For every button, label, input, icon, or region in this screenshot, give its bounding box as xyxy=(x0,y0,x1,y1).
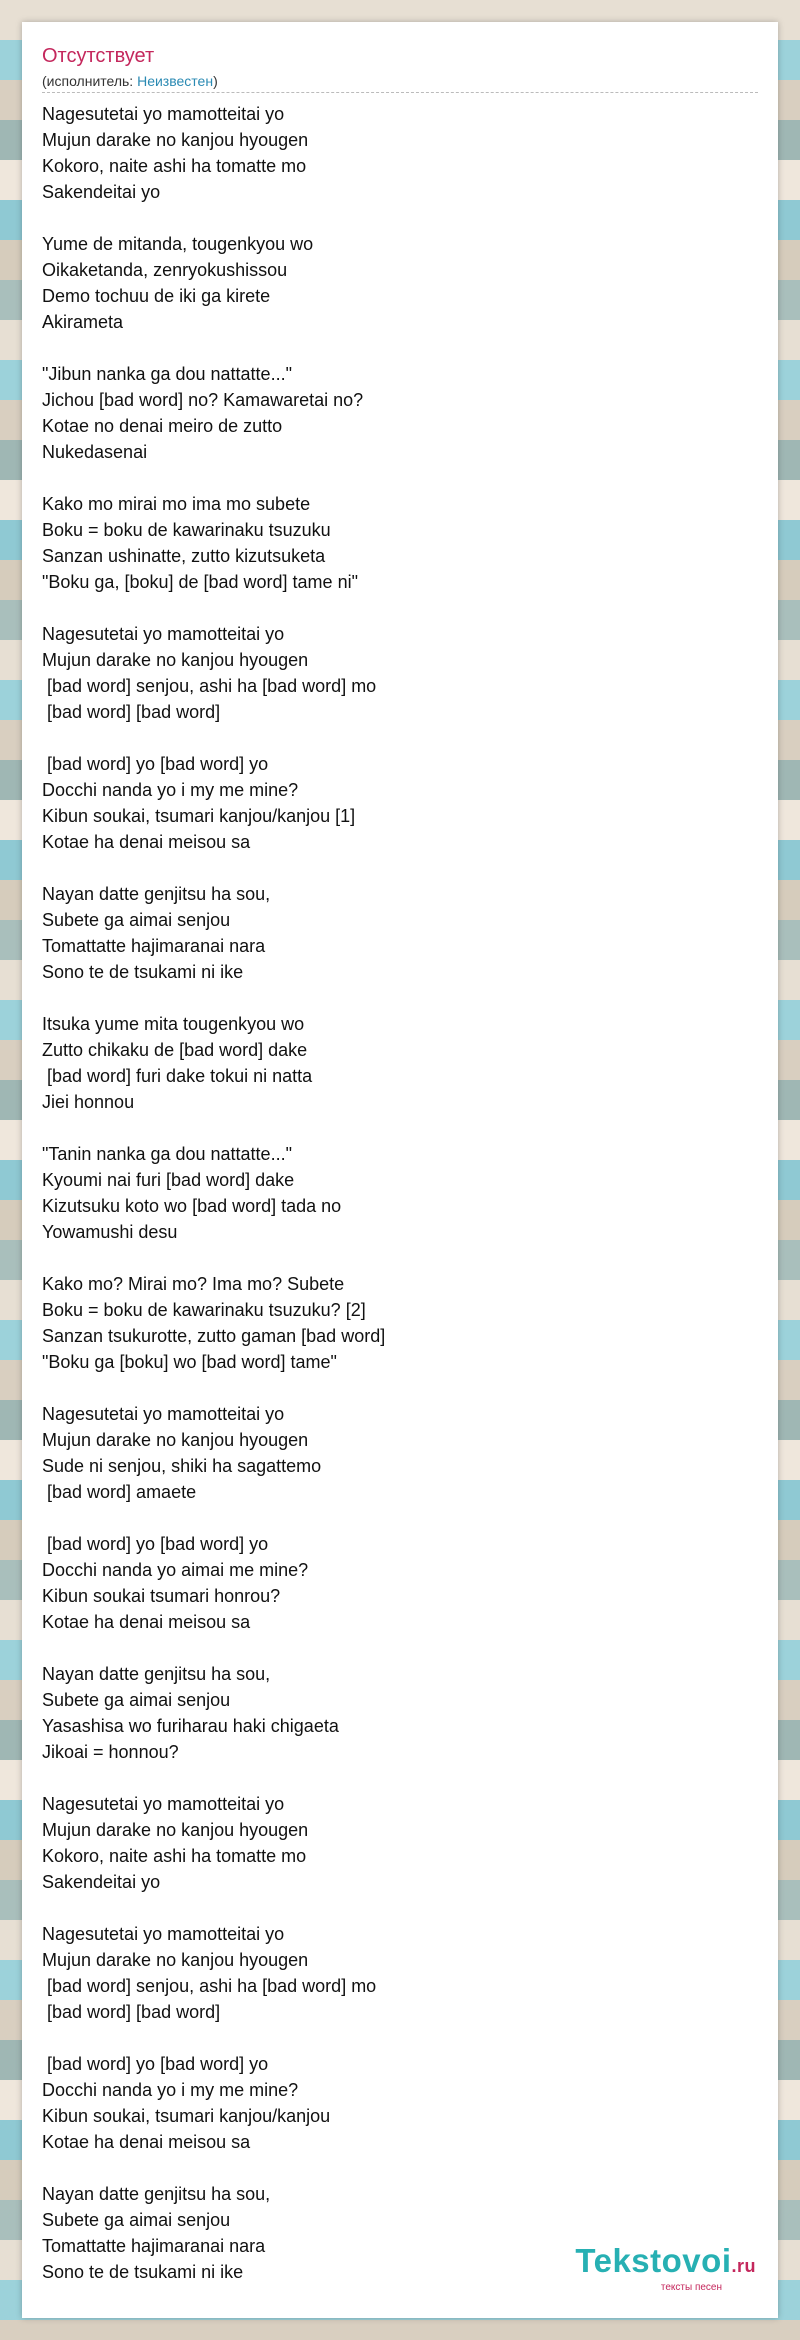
lyrics-line: [bad word] senjou, ashi ha [bad word] mo xyxy=(42,676,377,696)
lyrics-text xyxy=(42,101,758,2311)
lyrics-line: Subete ga aimai senjou xyxy=(42,2210,231,2230)
lyrics-line: [bad word] senjou, ashi ha [bad word] mo xyxy=(42,1976,377,1996)
lyrics-line: Sono te de tsukami ni ike xyxy=(42,962,244,982)
lyrics-line: Demo tochuu de iki ga kirete xyxy=(42,286,271,306)
lyrics-stanza xyxy=(42,1661,758,1765)
lyrics-line: Kako mo mirai mo ima mo subete xyxy=(42,494,311,514)
lyrics-line: "Boku ga [boku] wo [bad word] tame" xyxy=(42,1352,337,1372)
lyrics-line: Kyoumi nai furi [bad word] dake xyxy=(42,1170,295,1190)
lyrics-line: Sakendeitai yo xyxy=(42,1872,161,1892)
lyrics-line: Mujun darake no kanjou hyougen xyxy=(42,1950,309,1970)
lyrics-line: Boku = boku de kawarinaku tsuzuku xyxy=(42,520,331,540)
lyrics-line: Kizutsuku koto wo [bad word] tada no xyxy=(42,1196,342,1216)
song-title: Отсутствует xyxy=(42,45,155,67)
lyrics-line: Kokoro, naite ashi ha tomatte mo xyxy=(42,1846,307,1866)
lyrics-line: Kibun soukai, tsumari kanjou/kanjou [1] xyxy=(42,806,356,826)
lyrics-stanza xyxy=(42,1011,758,1115)
lyrics-stanza xyxy=(42,361,758,465)
lyrics-line: Sude ni senjou, shiki ha sagattemo xyxy=(42,1456,322,1476)
lyrics-stanza xyxy=(42,1791,758,1895)
lyrics-line: Jiei honnou xyxy=(42,1092,135,1112)
lyrics-line: Jikoai = honnou? xyxy=(42,1742,179,1762)
lyrics-line: Tomattatte hajimaranai nara xyxy=(42,936,266,956)
lyrics-line: [bad word] yo [bad word] yo xyxy=(42,1534,269,1554)
artist-link[interactable]: Неизвестен xyxy=(137,73,214,89)
lyrics-line: [bad word] [bad word] xyxy=(42,2002,221,2022)
lyrics-stanza xyxy=(42,491,758,595)
lyrics-stanza xyxy=(42,1141,758,1245)
lyrics-stanza xyxy=(42,1531,758,1635)
lyrics-line: Subete ga aimai senjou xyxy=(42,1690,231,1710)
lyrics-line: Mujun darake no kanjou hyougen xyxy=(42,130,309,150)
lyrics-line: [bad word] yo [bad word] yo xyxy=(42,754,269,774)
lyrics-line: Sanzan ushinatte, zutto kizutsuketa xyxy=(42,546,326,566)
lyrics-line: Nagesutetai yo mamotteitai yo xyxy=(42,1924,285,1944)
lyrics-line: Nagesutetai yo mamotteitai yo xyxy=(42,1404,285,1424)
lyrics-line: [bad word] yo [bad word] yo xyxy=(42,2054,269,2074)
lyrics-line: Nukedasenai xyxy=(42,442,148,462)
lyrics-line: Nagesutetai yo mamotteitai yo xyxy=(42,1794,285,1814)
lyrics-line: Boku = boku de kawarinaku tsuzuku? [2] xyxy=(42,1300,366,1320)
lyrics-line: Kako mo? Mirai mo? Ima mo? Subete xyxy=(42,1274,345,1294)
lyrics-line: Docchi nanda yo i my me mine? xyxy=(42,780,299,800)
lyrics-line: [bad word] furi dake tokui ni natta xyxy=(42,1066,313,1086)
lyrics-stanza xyxy=(42,621,758,725)
lyrics-stanza xyxy=(42,2051,758,2155)
lyrics-line: Sakendeitai yo xyxy=(42,182,161,202)
lyrics-line: Mujun darake no kanjou hyougen xyxy=(42,1430,309,1450)
lyrics-line: Docchi nanda yo i my me mine? xyxy=(42,2080,299,2100)
lyrics-line: Kotae no denai meiro de zutto xyxy=(42,416,283,436)
lyrics-line: Nayan datte genjitsu ha sou, xyxy=(42,2184,271,2204)
lyrics-line: Sono te de tsukami ni ike xyxy=(42,2262,244,2282)
header-divider xyxy=(42,92,758,93)
lyrics-card xyxy=(22,22,778,2318)
lyrics-line: Akirameta xyxy=(42,312,124,332)
lyrics-line: [bad word] [bad word] xyxy=(42,702,221,722)
lyrics-line: Nayan datte genjitsu ha sou, xyxy=(42,884,271,904)
lyrics-line: Sanzan tsukurotte, zutto gaman [bad word] xyxy=(42,1326,386,1346)
lyrics-stanza xyxy=(42,751,758,855)
lyrics-stanza xyxy=(42,881,758,985)
lyrics-line: Itsuka yume mita tougenkyou wo xyxy=(42,1014,305,1034)
lyrics-line: Docchi nanda yo aimai me mine? xyxy=(42,1560,309,1580)
lyrics-line: Kibun soukai tsumari honrou? xyxy=(42,1586,281,1606)
lyrics-line: Yume de mitanda, tougenkyou wo xyxy=(42,234,314,254)
lyrics-stanza xyxy=(42,101,758,205)
lyrics-line: Yasashisa wo furiharau haki chigaeta xyxy=(42,1716,339,1736)
logo-tld: .ru xyxy=(731,2256,756,2276)
lyrics-line: Jichou [bad word] no? Kamawaretai no? xyxy=(42,390,364,410)
lyrics-line: Kibun soukai, tsumari kanjou/kanjou xyxy=(42,2106,331,2126)
artist-suffix: ) xyxy=(213,73,218,89)
lyrics-stanza xyxy=(42,231,758,335)
logo-name: Tekstovoi xyxy=(575,2242,732,2279)
logo-wordmark xyxy=(575,2243,756,2284)
lyrics-line: Tomattatte hajimaranai nara xyxy=(42,2236,266,2256)
lyrics-line: Subete ga aimai senjou xyxy=(42,910,231,930)
lyrics-stanza xyxy=(42,1271,758,1375)
lyrics-line: Zutto chikaku de [bad word] dake xyxy=(42,1040,308,1060)
lyrics-line: Oikaketanda, zenryokushissou xyxy=(42,260,288,280)
lyrics-line: "Tanin nanka ga dou nattatte..." xyxy=(42,1144,292,1164)
lyrics-line: "Boku ga, [boku] de [bad word] tame ni" xyxy=(42,572,358,592)
lyrics-line: Nayan datte genjitsu ha sou, xyxy=(42,1664,271,1684)
lyrics-line: Kotae ha denai meisou sa xyxy=(42,1612,251,1632)
lyrics-stanza xyxy=(42,1921,758,2025)
lyrics-line: [bad word] amaete xyxy=(42,1482,197,1502)
lyrics-line: Kotae ha denai meisou sa xyxy=(42,832,251,852)
artist-prefix: (исполнитель: xyxy=(42,73,138,89)
lyrics-line: Yowamushi desu xyxy=(42,1222,178,1242)
lyrics-line: Nagesutetai yo mamotteitai yo xyxy=(42,104,285,124)
lyrics-line: Mujun darake no kanjou hyougen xyxy=(42,650,309,670)
artist-line xyxy=(42,72,218,90)
lyrics-line: "Jibun nanka ga dou nattatte..." xyxy=(42,364,292,384)
logo-tagline: тексты песен xyxy=(660,2282,722,2293)
lyrics-line: Kotae ha denai meisou sa xyxy=(42,2132,251,2152)
lyrics-stanza xyxy=(42,1401,758,1505)
site-logo[interactable] xyxy=(575,2243,756,2294)
lyrics-line: Kokoro, naite ashi ha tomatte mo xyxy=(42,156,307,176)
lyrics-line: Mujun darake no kanjou hyougen xyxy=(42,1820,309,1840)
lyrics-line: Nagesutetai yo mamotteitai yo xyxy=(42,624,285,644)
